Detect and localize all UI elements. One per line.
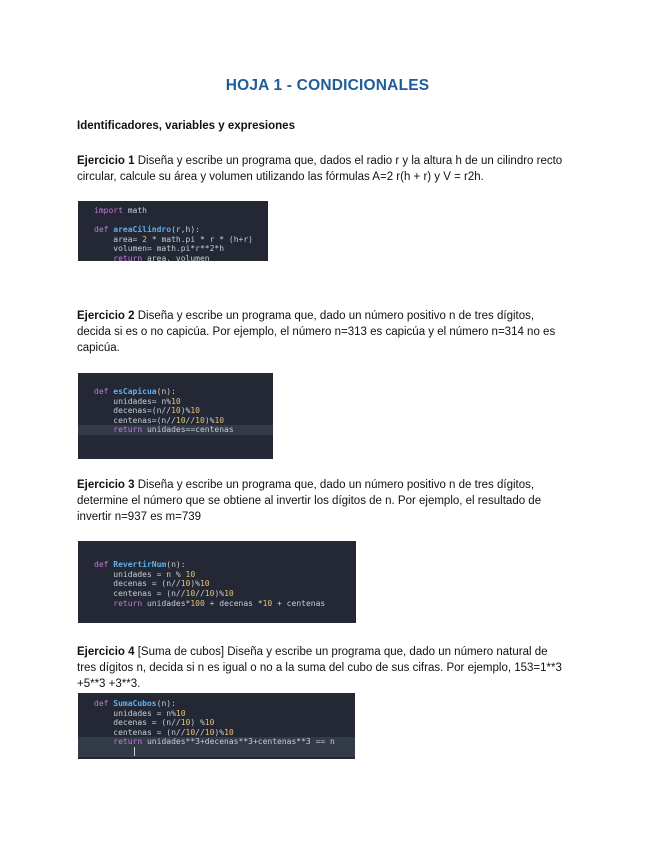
section-heading: Identificadores, variables y expresiones <box>77 120 295 132</box>
exercise-3-label: Ejercicio 3 <box>77 479 135 491</box>
code-line: unidades= n%10 <box>94 396 181 406</box>
code-line: volumen= math.pi*r**2*h <box>94 244 225 254</box>
code-line: return unidades**3+decenas**3+centenas**3 == n <box>78 737 355 747</box>
code-line: def SumaCubos(n): <box>94 699 176 708</box>
code-block-1 <box>78 201 268 261</box>
exercise-2-text: Ejercicio 2 Diseña y escribe un programa que, dado un número positivo n de tres dígitos, decida si es o no capicúa. Por ejemplo, el número n=313 es capicúa y el número n=314 no es capicúa. <box>77 310 556 354</box>
code-line: area= 2 * math.pi * r * (h+r) <box>94 234 253 244</box>
exercise-2-label: Ejercicio 2 <box>77 310 135 322</box>
exercise-4-label: Ejercicio 4 <box>77 646 135 658</box>
exercise-1-text: Ejercicio 1 Diseña y escribe un programa que, dados el radio r y la altura h de un cilindro recto circular, calcule su área y volumen utilizando las fórmulas A=2 r(h + r) y V = r2h. <box>77 155 563 183</box>
code-line: decenas = (n//10)%10 <box>94 579 210 589</box>
code-line: unidades = n % 10 <box>94 569 196 579</box>
code-block-2 <box>78 373 273 459</box>
code-line <box>78 216 268 226</box>
code-line: unidades = n%10 <box>94 708 186 718</box>
code-block-3 <box>78 541 356 623</box>
code-line: decenas=(n//10)%10 <box>94 406 200 416</box>
page-title: HOJA 1 - CONDICIONALES <box>225 77 430 94</box>
code-line: return unidades*100 + decenas *10 + centenas <box>113 598 326 608</box>
code-line <box>78 747 355 757</box>
code-block-4 <box>78 693 355 759</box>
code-line: centenas = (n//10//10)%10 <box>94 588 234 598</box>
code-line: def areaCilindro(r,h): <box>94 225 200 235</box>
code-line: def RevertirNum(n): <box>94 560 186 570</box>
code-line <box>78 541 356 551</box>
exercise-1-label: Ejercicio 1 <box>77 155 135 167</box>
exercise-4-text: Ejercicio 4 [Suma de cubos] Diseña y escribe un programa que, dado un número natural de tres dígitos n, decida si n es igual o no a la suma del cubo de sus cifras. Por ejemplo, 153=1**3 +5**3 +3**3. <box>77 646 562 690</box>
code-line <box>78 551 356 561</box>
code-line: import math <box>94 206 147 215</box>
code-line: decenas = (n//10) %10 <box>94 718 215 728</box>
code-line: return unidades==centenas <box>78 425 273 435</box>
code-line: return area, volumen <box>113 253 210 261</box>
exercise-3-text: Ejercicio 3 Diseña y escribe un programa que, dado un número positivo n de tres dígitos, determine el número que se obtiene al invertir los dígitos de n. Por ejemplo, el resultado de invertir n=937 es m=739 <box>77 479 542 523</box>
code-line: def esCapicua(n): <box>94 387 176 396</box>
text-cursor <box>134 747 135 756</box>
code-line: centenas=(n//10//10)%10 <box>94 415 225 425</box>
code-line: centenas = (n//10//10)%10 <box>94 727 234 737</box>
